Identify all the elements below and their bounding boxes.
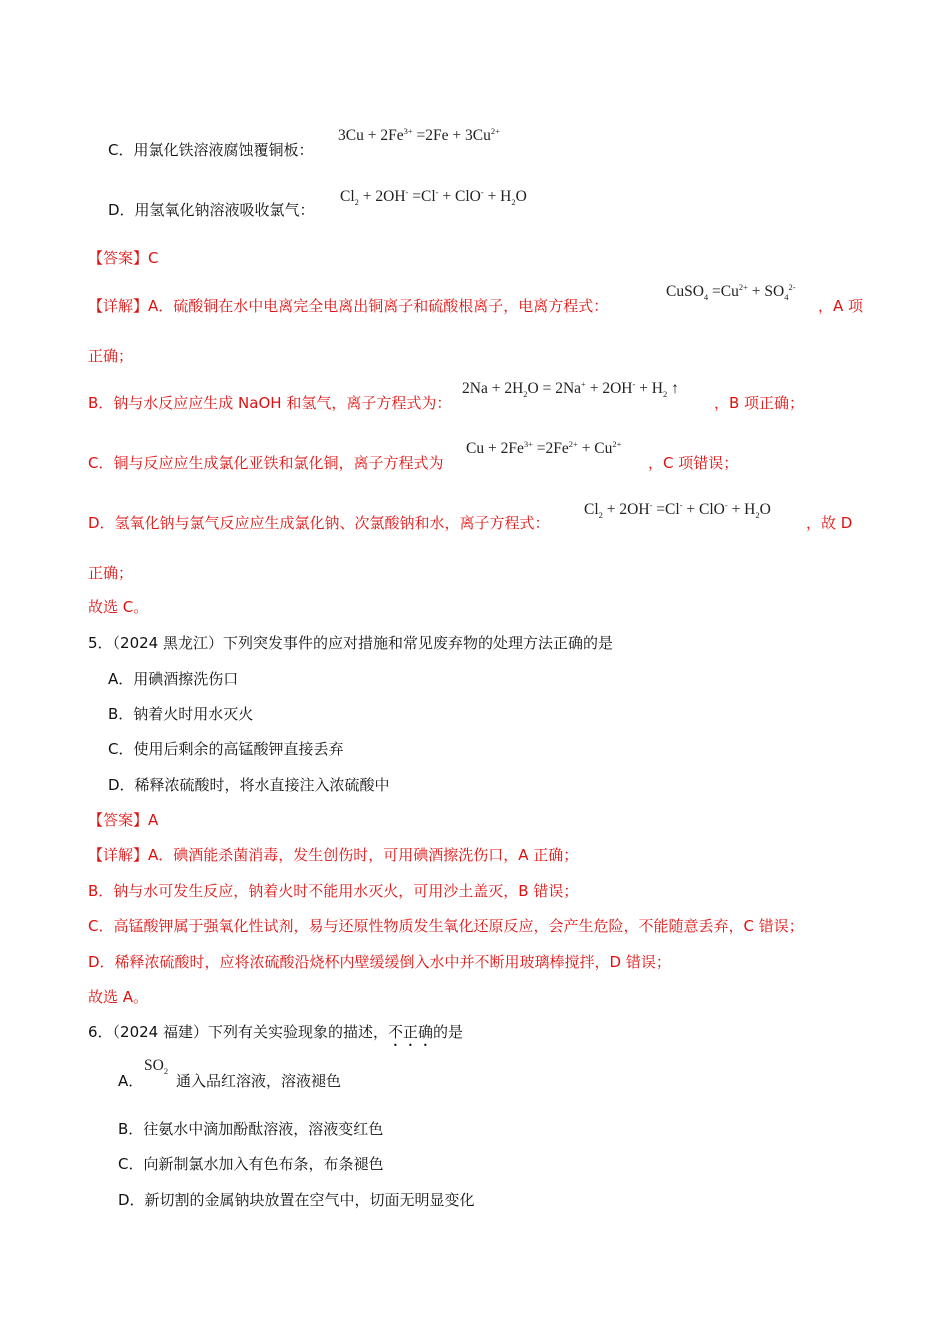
q5-option-c: C．使用后剩余的高锰酸钾直接丢弃 <box>108 740 344 758</box>
q6-option-b: B．往氨水中滴加酚酞溶液，溶液变红色 <box>118 1120 384 1138</box>
q6-option-d: D．新切割的金属钠块放置在空气中，切面无明显变化 <box>118 1191 475 1209</box>
q5-detail-a: 【详解】A．碘酒能杀菌消毒，发生创伤时，可用碘酒擦洗伤口，A 正确； <box>88 846 579 864</box>
option-d-label: D．用氢氧化钠溶液吸收氯气： <box>108 201 315 219</box>
q4-detail-a: 【详解】A．硫酸铜在水中电离完全电离出铜离子和硫酸根离子，电离方程式： <box>88 297 609 315</box>
q5-option-b: B．钠着火时用水灭火 <box>108 705 254 723</box>
option-c <box>108 140 313 160</box>
q6-option-a: A． <box>118 1072 144 1090</box>
q5-detail-c: C．高锰酸钾属于强氧化性试剂，易与还原性物质发生氧化还原反应，会产生危险，不能随意丢弃，C 错误； <box>88 917 804 935</box>
q5-conclusion: 故选 A。 <box>88 988 149 1006</box>
q6-option-a-formula: $SO_2$ <box>144 1057 169 1077</box>
q4-detail-c-suffix: ，C 项错误； <box>648 454 739 472</box>
q4-detail-c: C．铜与反应应生成氯化亚铁和氯化铜，离子方程式为 <box>88 454 444 472</box>
q4-detail-b: B．钠与水反应应生成 NaOH 和氢气，离子方程式为： <box>88 394 452 412</box>
q5-detail-d: D．稀释浓硫酸时，应将浓硫酸沿烧杯内壁缓缓倒入水中并不断用玻璃棒搅拌，D 错误； <box>88 953 671 971</box>
q5-stem: 5．（2024 黑龙江）下列突发事件的应对措施和常见废弃物的处理方法正确的是 <box>88 634 613 652</box>
option-d <box>108 200 315 220</box>
q4-detail-b-suffix: ，B 项正确； <box>714 394 805 412</box>
q5-detail-b: B．钠与水可发生反应，钠着火时不能用水灭火，可用沙土盖灭，B 错误； <box>88 882 579 900</box>
q6-emphasis: 不正确 <box>388 1023 434 1041</box>
q5-answer: 【答案】A <box>88 811 159 829</box>
q6-option-a-text: 通入品红溶液，溶液褪色 <box>176 1072 342 1090</box>
q4-detail-d: D．氢氧化钠与氯气反应应生成氯化钠、次氯酸钠和水，离子方程式： <box>88 514 550 532</box>
q5-option-d: D．稀释浓硫酸时，将水直接注入浓硫酸中 <box>108 776 390 794</box>
q4-detail-b-equation: $2Na + 2H_2O = 2Na^+ + 2OH^- + H_2$ ↑ <box>462 378 679 400</box>
q4-detail-d-equation: $Cl_2 + 2OH^- =Cl^- + ClO^- + H_2O$ <box>584 499 771 521</box>
q4-detail-a-cont: 正确； <box>88 347 134 365</box>
q5-option-a: A．用碘酒擦洗伤口 <box>108 670 239 688</box>
q4-conclusion: 故选 C。 <box>88 598 149 616</box>
option-d-equation: $Cl_2 + 2OH^- =Cl^- + ClO^- + H_2O$ <box>340 186 527 208</box>
q6-stem: 6．（2024 福建）下列有关实验现象的描述，不正确的是 <box>88 1023 464 1041</box>
q4-detail-c-equation: $Cu + 2Fe^{3+} =2Fe^{2+} + Cu^{2+}$ <box>466 438 622 457</box>
q4-detail-a-suffix: ，A 项 <box>818 297 864 315</box>
q4-detail-a-equation: CuSO$_4$ $=Cu^{2+} + SO_4^{2-}$ <box>666 281 796 303</box>
q4-detail-d-suffix: ，故 D <box>806 514 853 532</box>
q4-answer: 【答案】C <box>88 249 159 267</box>
option-c-equation: $3Cu + 2Fe^{3+} =2Fe + 3Cu^{2+}$ <box>338 125 500 144</box>
q6-option-c: C．向新制氯水加入有色布条，布条褪色 <box>118 1155 384 1173</box>
option-c-label: C．用氯化铁溶液腐蚀覆铜板： <box>108 141 314 159</box>
q4-detail-d-cont: 正确； <box>88 564 134 582</box>
